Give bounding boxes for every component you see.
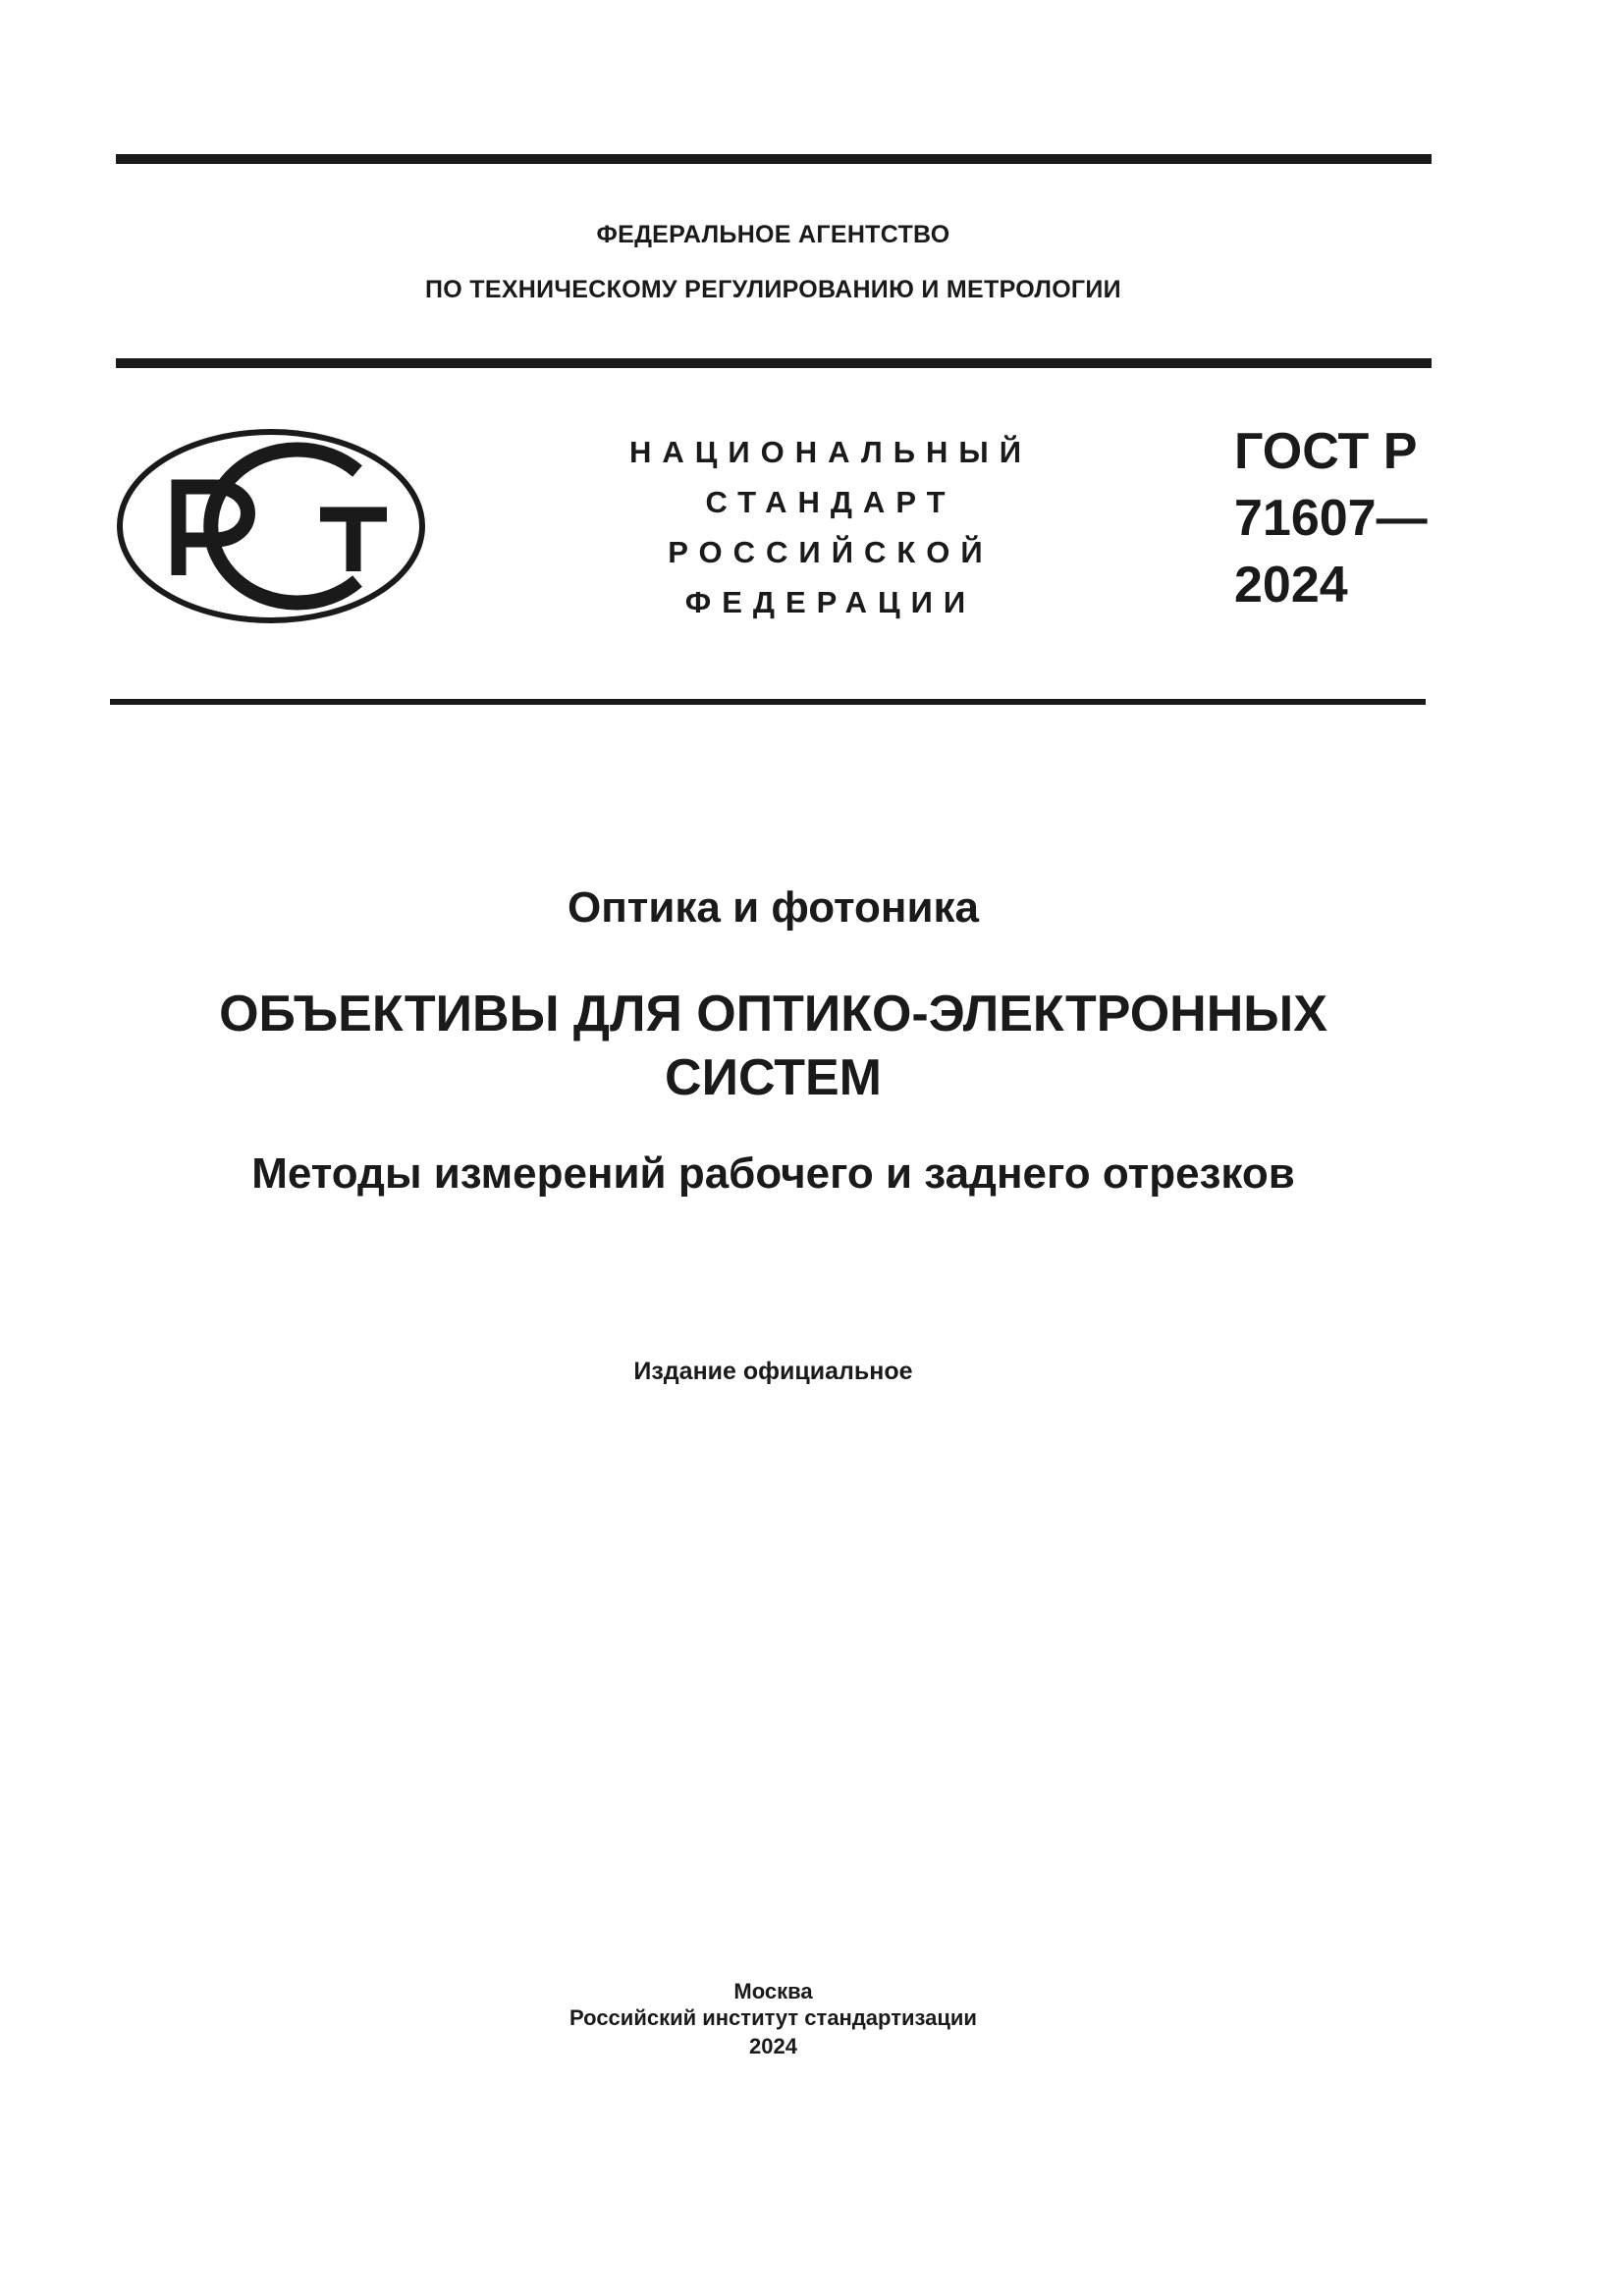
agency-name-line-1: ФЕДЕРАЛЬНОЕ АГЕНТСТВО bbox=[596, 221, 950, 248]
standard-type-line-1: НАЦИОНАЛЬНЫЙ bbox=[628, 435, 1033, 469]
standard-type-line-2: СТАНДАРТ bbox=[705, 485, 956, 519]
imprint-year: 2024 bbox=[749, 2034, 797, 2058]
standard-designation-line-1: ГОСТ Р bbox=[1234, 423, 1418, 480]
document-subtitle: Методы измерений рабочего и заднего отрезков bbox=[251, 1149, 1295, 1198]
rst-certification-mark-icon bbox=[116, 428, 426, 624]
bottom-divider bbox=[110, 699, 1426, 705]
standard-designation-line-3: 2024 bbox=[1234, 557, 1348, 614]
document-title-line-2: СИСТЕМ bbox=[665, 1049, 882, 1106]
imprint-publisher: Российский институт стандартизации bbox=[569, 2005, 977, 2030]
standard-type-line-4: ФЕДЕРАЦИИ bbox=[684, 585, 977, 619]
edition-label: Издание официальное bbox=[633, 1358, 913, 1385]
middle-divider bbox=[116, 358, 1432, 368]
document-title-line-1: ОБЪЕКТИВЫ ДЛЯ ОПТИКО-ЭЛЕКТРОННЫХ bbox=[219, 986, 1327, 1042]
standard-type-line-3: РОССИЙСКОЙ bbox=[668, 535, 994, 569]
agency-name-line-2: ПО ТЕХНИЧЕСКОМУ РЕГУЛИРОВАНИЮ И МЕТРОЛОГИИ bbox=[425, 276, 1121, 303]
standard-designation-line-2: 71607— bbox=[1234, 490, 1428, 547]
imprint-city: Москва bbox=[733, 1979, 813, 2003]
top-divider bbox=[116, 154, 1432, 164]
document-subject: Оптика и фотоника bbox=[567, 883, 980, 932]
